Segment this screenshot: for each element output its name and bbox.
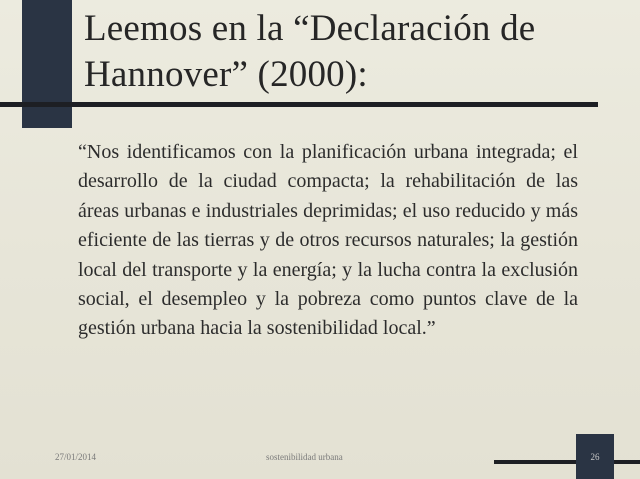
slide-body-quote: “Nos identificamos con la planificación urbana integrada; el desarrollo de la ciudad compacta; la rehabilitación de las áreas urbanas e industriales deprimidas; el uso reducido y más eficiente de las tierras y de otros recursos naturales; la gestión local del transporte y la energía; y la lucha contra la exclusión social, el desempleo y la pobreza como puntos clave de la gestión urbana hacia la sostenibilidad local.” xyxy=(78,141,578,340)
title-accent-block xyxy=(22,0,72,128)
page-number: 26 xyxy=(590,452,600,462)
footer-divider xyxy=(494,460,640,464)
title-divider xyxy=(0,102,598,107)
footer-title: sostenibilidad urbana xyxy=(266,452,343,462)
slide-title: Leemos en la “Declaración de Hannover” (2000): xyxy=(84,8,536,95)
footer-date: 27/01/2014 xyxy=(55,452,97,462)
